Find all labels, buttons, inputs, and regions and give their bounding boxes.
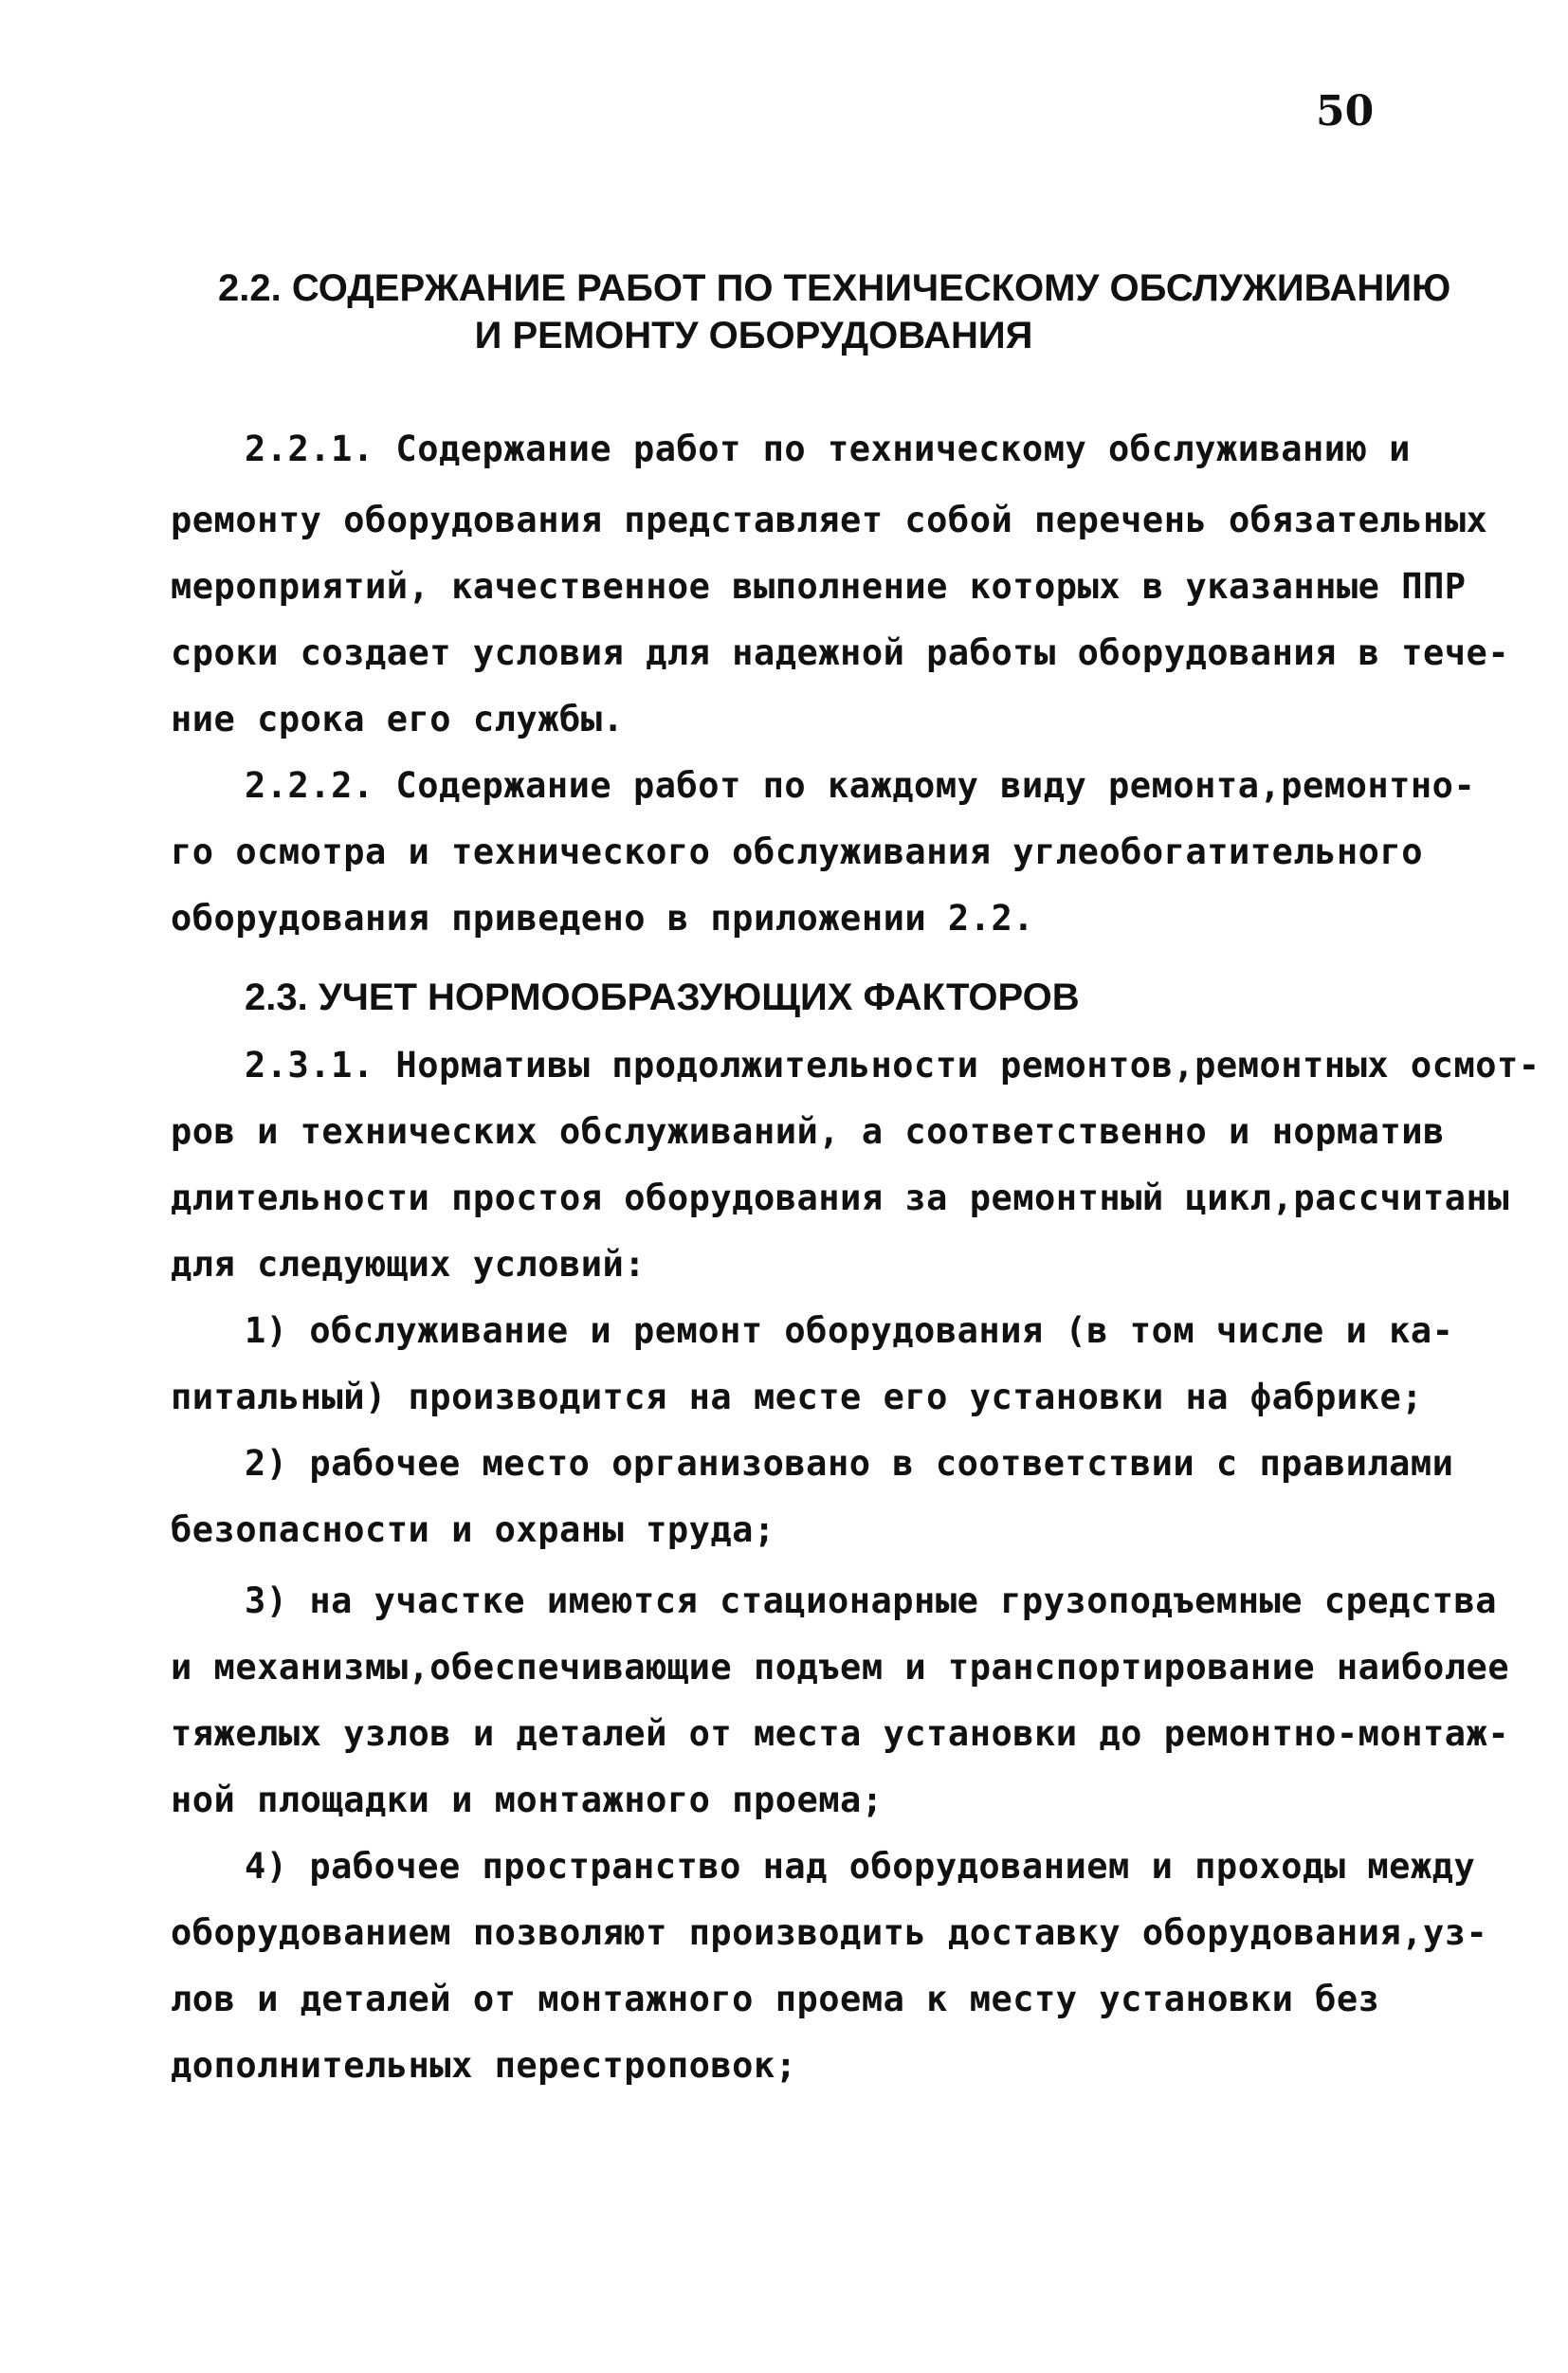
paragraph-2-2-1-line: сроки создает условия для надежной работы оборудования в тече- xyxy=(171,632,1510,673)
paragraph-2-3-1-line: 2.3.1. Нормативы продолжительности ремонтов,ремонтных осмот- xyxy=(245,1045,1541,1086)
list-item-3-line: ной площадки и монтажного проема; xyxy=(171,1780,884,1820)
paragraph-2-2-2-line: го осмотра и технического обслуживания углеобогатительного xyxy=(171,831,1424,872)
section-2-3-title: 2.3. УЧЕТ НОРМООБРАЗУЮЩИХ ФАКТОРОВ xyxy=(245,977,1080,1018)
paragraph-2-3-1-line: ров и технических обслуживаний, а соответственно и норматив xyxy=(171,1111,1445,1152)
paragraph-2-2-1-line: ремонту оборудования представляет собой перечень обязательных xyxy=(171,500,1488,540)
page-number: 50 xyxy=(1316,87,1375,136)
list-item-3-line: 3) на участке имеются стационарные грузоподъемные средства xyxy=(245,1580,1498,1621)
list-item-4-line: 4) рабочее пространство над оборудованием и проходы между xyxy=(245,1846,1476,1887)
list-item-1-line: питальный) производится на месте его установки на фабрике; xyxy=(171,1377,1424,1417)
list-item-4-line: дополнительных перестроповок; xyxy=(171,2045,797,2086)
paragraph-2-2-1-line: 2.2.1. Содержание работ по техническому обслуживанию и xyxy=(245,429,1411,469)
list-item-4-line: лов и деталей от монтажного проема к месту установки без xyxy=(171,1979,1380,2019)
paragraph-2-3-1-line: для следующих условий: xyxy=(171,1244,647,1285)
list-item-3-line: и механизмы,обеспечивающие подъем и транспортирование наиболее xyxy=(171,1647,1510,1688)
list-item-1-line: 1) обслуживание и ремонт оборудования (в том числе и ка- xyxy=(245,1310,1454,1351)
paragraph-2-2-2-line: 2.2.2. Содержание работ по каждому виду ремонта,ремонтно- xyxy=(245,765,1476,806)
paragraph-2-3-1-line: длительности простоя оборудования за ремонтный цикл,рассчитаны xyxy=(171,1177,1510,1218)
section-2-2-title-line-1: 2.2. СОДЕРЖАНИЕ РАБОТ ПО ТЕХНИЧЕСКОМУ ОБСЛУЖИВАНИЮ xyxy=(218,267,1451,309)
paragraph-2-2-2-line: оборудования приведено в приложении 2.2. xyxy=(171,898,1035,939)
list-item-3-line: тяжелых узлов и деталей от места установки до ремонтно-монтаж- xyxy=(171,1713,1510,1754)
list-item-2-line: безопасности и охраны труда; xyxy=(171,1509,775,1550)
list-item-4-line: оборудованием позволяют производить доставку оборудования,уз- xyxy=(171,1912,1488,1953)
section-2-2-title-line-2: И РЕМОНТУ ОБОРУДОВАНИЯ xyxy=(474,315,1033,356)
paragraph-2-2-1-line: ние срока его службы. xyxy=(171,699,625,739)
list-item-2-line: 2) рабочее место организовано в соответствии с правилами xyxy=(245,1443,1454,1484)
paragraph-2-2-1-line: мероприятий, качественное выполнение которых в указанные ППР xyxy=(171,566,1467,607)
